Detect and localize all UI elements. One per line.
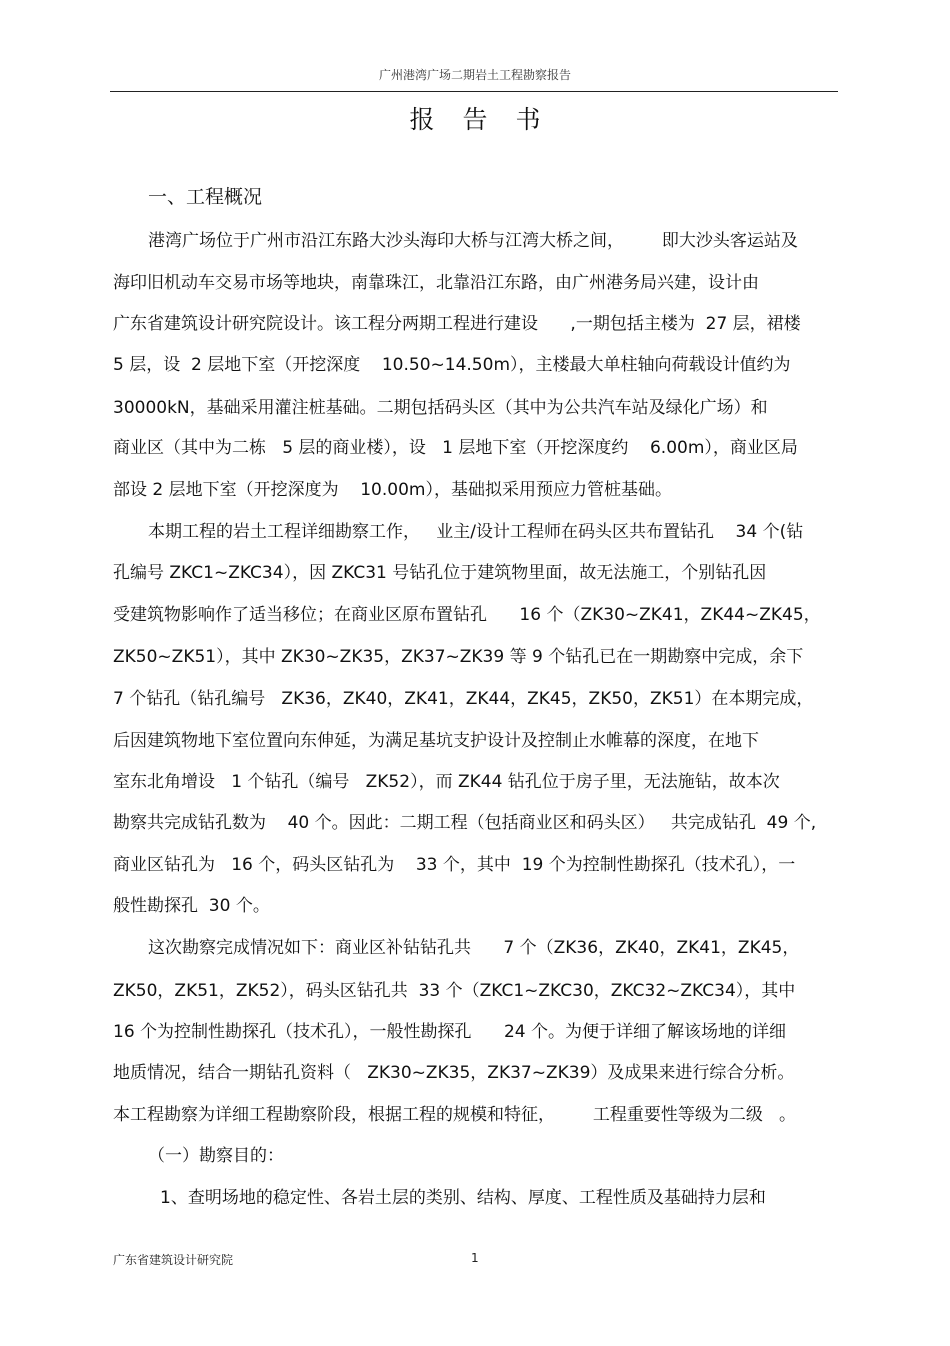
body-line: 商业区（其中为二栋 5 层的商业楼），设 1 层地下室（开挖深度约 6.00m），商业区局	[113, 438, 798, 458]
body-line: 地质情况，结合一期钻孔资料（ ZK30~ZK35，ZK37~ZK39）及成果来进行综合分析。	[113, 1063, 795, 1083]
body-line: 般性勘探孔 30 个。	[113, 896, 270, 916]
body-line: 本工程勘察为详细工程勘察阶段，根据工程的规模和特征， 工程重要性等级为二级 。	[113, 1105, 797, 1125]
section-heading: 一、工程概况	[148, 186, 263, 208]
subsection-heading: （一）勘察目的：	[148, 1146, 284, 1166]
body-line: 广东省建筑设计研究院设计。该工程分两期工程进行建设 ,一期包括主楼为 27 层，裙楼	[113, 314, 801, 334]
body-line: 海印旧机动车交易市场等地块，南靠珠江，北靠沿江东路，由广州港务局兴建，设计由	[113, 273, 759, 293]
footer-organization: 广东省建筑设计研究院	[113, 1253, 234, 1267]
body-line: 16 个为控制性勘探孔（技术孔），一般性勘探孔 24 个。为便于详细了解该场地的详细	[113, 1022, 786, 1042]
list-item: 1、查明场地的稳定性、各岩土层的类别、结构、厚度、工程性质及基础持力层和	[160, 1188, 766, 1208]
body-line: 30000kN，基础采用灌注桩基础。二期包括码头区（其中为公共汽车站及绿化广场）和	[113, 398, 768, 418]
body-line: 后因建筑物地下室位置向东伸延，为满足基坑支护设计及控制止水帷幕的深度，在地下	[113, 731, 759, 751]
body-line: 7 个钻孔（钻孔编号 ZK36，ZK40，ZK41，ZK44，ZK45，ZK50，ZK51）在本期完成，	[113, 689, 814, 709]
body-line: 勘察共完成钻孔数为 40 个。因此：二期工程（包括商业区和码头区） 共完成钻孔 49 个,	[113, 813, 817, 833]
body-line: 港湾广场位于广州市沿江东路大沙头海印大桥与江湾大桥之间， 即大沙头客运站及	[148, 231, 798, 251]
body-line: 这次勘察完成情况如下：商业区补钻钻孔共 7 个（ZK36，ZK40，ZK41，ZK45，	[148, 938, 800, 958]
body-line: 5 层，设 2 层地下室（开挖深度 10.50~14.50m），主楼最大单柱轴向荷载设计值约为	[113, 355, 791, 375]
body-line: ZK50~ZK51），其中 ZK30~ZK35，ZK37~ZK39 等 9 个钻孔已在一期勘察中完成，余下	[113, 647, 804, 667]
running-header: 广州港湾广场二期岩土工程勘察报告	[378, 68, 571, 82]
body-line: 受建筑物影响作了适当移位；在商业区原布置钻孔 16 个（ZK30~ZK41，ZK44~ZK45，	[113, 605, 821, 625]
body-line: 商业区钻孔为 16 个，码头区钻孔为 33 个，其中 19 个为控制性勘探孔（技术孔），一	[113, 855, 796, 875]
body-line: 孔编号 ZKC1~ZKC34），因 ZKC31 号钻孔位于建筑物里面，故无法施工，个别钻孔因	[113, 563, 767, 583]
body-line: 室东北角增设 1 个钻孔（编号 ZK52），而 ZK44 钻孔位于房子里，无法施钻，故本次	[113, 772, 780, 792]
body-line: 部设 2 层地下室（开挖深度为 10.00m），基础拟采用预应力管桩基础。	[113, 480, 672, 500]
header-rule	[110, 91, 838, 92]
body-line: 本期工程的岩土工程详细勘察工作， 业主/设计工程师在码头区共布置钻孔 34 个(钻	[148, 522, 804, 542]
page-number: 1	[471, 1251, 479, 1265]
document-title: 报告书	[409, 105, 569, 134]
body-line: ZK50，ZK51，ZK52），码头区钻孔共 33 个（ZKC1~ZKC30，ZKC32~ZKC34），其中	[113, 981, 796, 1001]
